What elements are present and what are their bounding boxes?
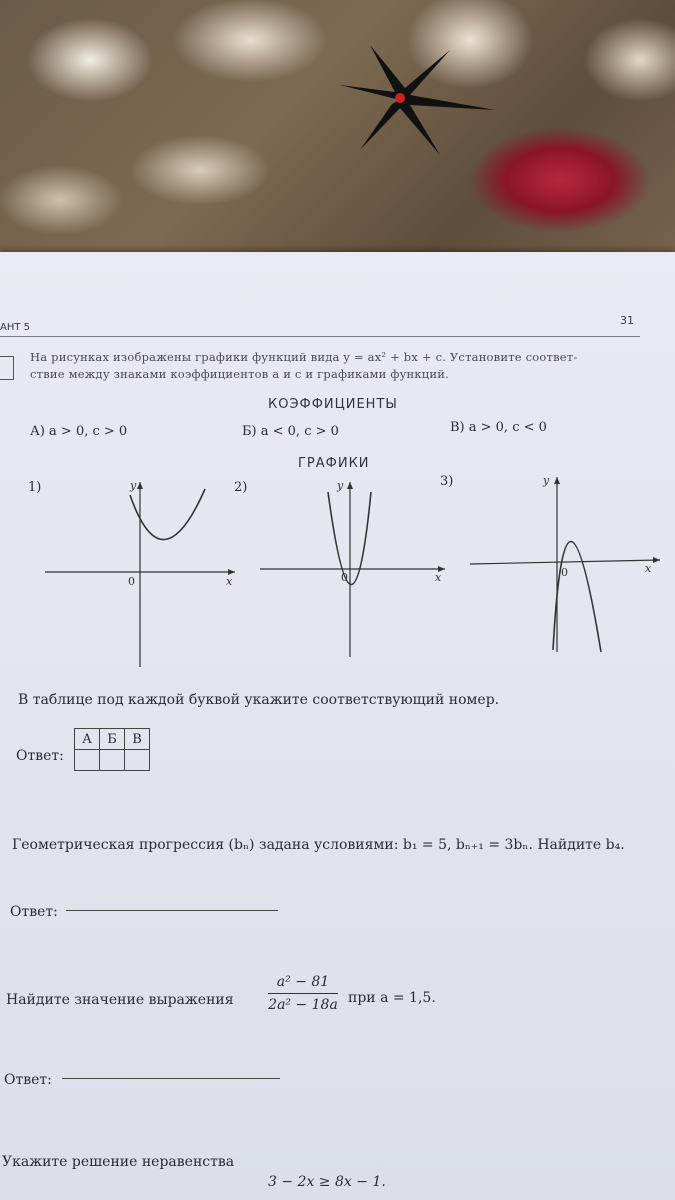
graph3-y-label: y: [543, 474, 550, 487]
answer-cell-b[interactable]: [100, 750, 125, 771]
table-header-b: Б: [100, 729, 125, 750]
option-b: Б) a < 0, c > 0: [242, 424, 339, 439]
task3-denominator: 2a² − 18a: [268, 997, 338, 1013]
option-a: А) a > 0, c > 0: [30, 424, 128, 439]
answer-table: [74, 728, 150, 771]
task2-answer-line[interactable]: [66, 910, 278, 911]
task3-answer-line[interactable]: [62, 1078, 280, 1079]
graph1-origin: 0: [128, 575, 135, 588]
graph2-x-label: x: [435, 571, 442, 584]
answer-cell-a[interactable]: [75, 750, 100, 771]
graph-2: [255, 477, 455, 662]
graph1-y-label: y: [130, 479, 137, 492]
option-v: В) a > 0, c < 0: [450, 420, 547, 435]
table-header-v: В: [125, 729, 150, 750]
graph-label-2: 2): [234, 480, 248, 495]
page-number: 31: [620, 314, 634, 327]
graph-label-3: 3): [440, 474, 454, 489]
graph3-x-label: x: [645, 562, 652, 575]
graph-3: [465, 472, 670, 657]
task1-text-line1: На рисунках изображены графики функций вида y = ax² + bx + c. Установите соответ-: [30, 350, 578, 364]
graph2-origin: 0: [341, 571, 348, 584]
task3-fraction: [258, 974, 348, 1013]
coefficients-title: КОЭФФИЦИЕНТЫ: [268, 397, 398, 412]
variant-header: АНТ 5: [0, 322, 31, 333]
answer-cell-v[interactable]: [125, 750, 150, 771]
task1-answer-label: Ответ:: [16, 748, 64, 764]
task2-answer-label: Ответ:: [10, 904, 58, 920]
graph-label-1: 1): [28, 480, 42, 495]
graph3-origin: 0: [561, 566, 568, 579]
flower-pattern: [300, 40, 500, 160]
task3-numerator: a² − 81: [276, 974, 330, 990]
header-divider: [0, 336, 640, 337]
task3-prefix: Найдите значение выражения: [6, 992, 234, 1008]
graphs-title: ГРАФИКИ: [298, 456, 370, 471]
task2-text: Геометрическая прогрессия (bₙ) задана условиями: b₁ = 5, bₙ₊₁ = 3bₙ. Найдите b₄.: [12, 837, 625, 853]
task4-text: Укажите решение неравенства: [2, 1154, 235, 1170]
graph2-y-label: y: [337, 479, 344, 492]
worksheet-page: [0, 252, 675, 1200]
task-number-box: [0, 356, 14, 380]
task4-inequality: 3 − 2x ≥ 8x − 1.: [268, 1174, 386, 1190]
fraction-bar: [268, 993, 338, 994]
task1-text-line2: ствие между знаками коэффициентов a и c и графиками функций.: [30, 367, 449, 381]
task3-suffix: при a = 1,5.: [348, 990, 436, 1006]
graph1-x-label: x: [226, 575, 233, 588]
table-header-a: А: [75, 729, 100, 750]
graph-1: [40, 477, 240, 672]
task3-answer-label: Ответ:: [4, 1072, 52, 1088]
table-instruction: В таблице под каждой буквой укажите соответствующий номер.: [18, 692, 500, 708]
